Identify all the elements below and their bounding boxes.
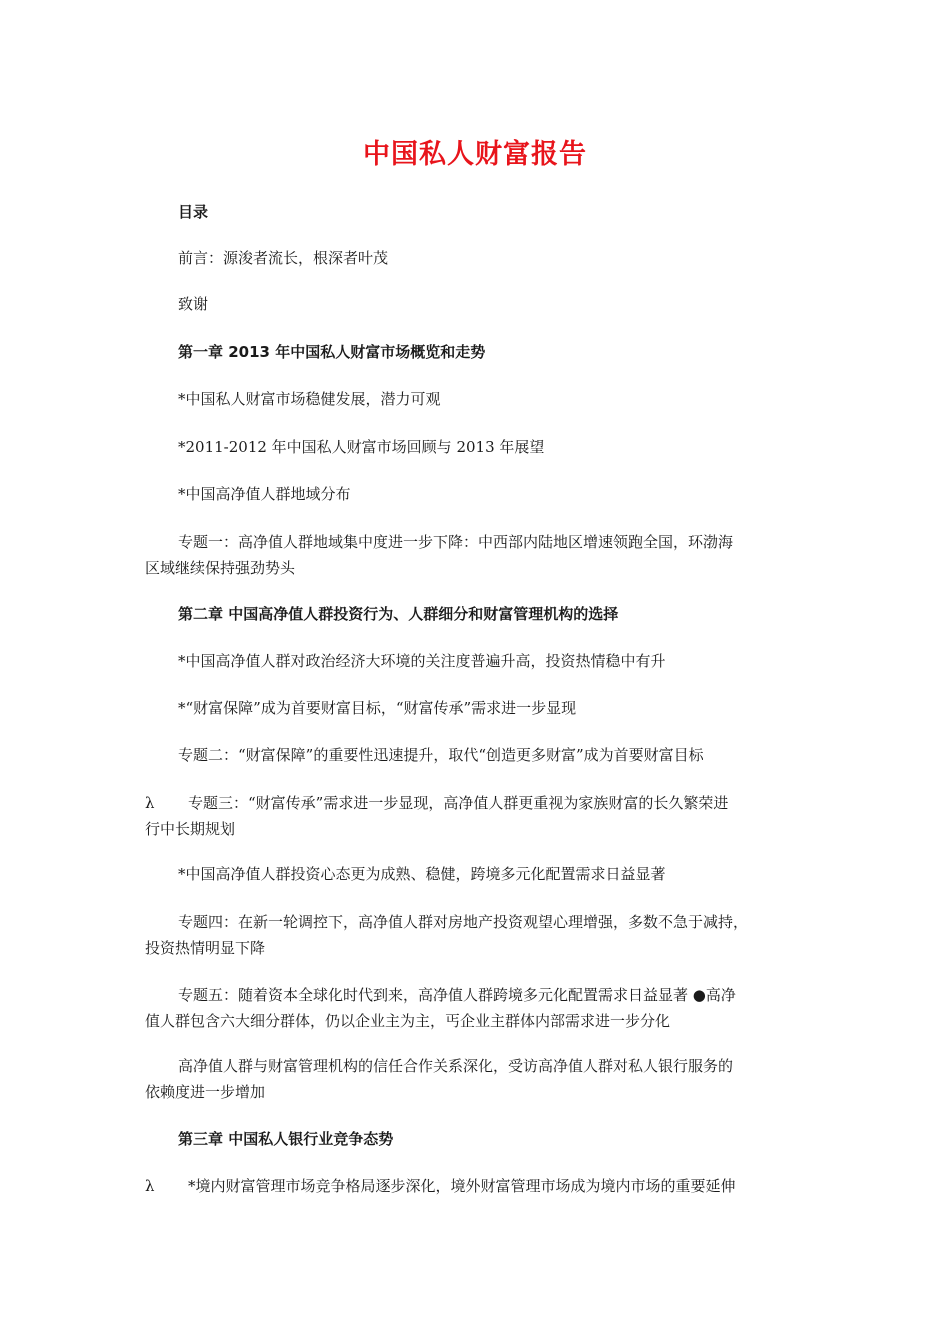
chapter-1-item: *2011-2012 年中国私人财富市场回顾与 2013 年展望 <box>178 438 545 456</box>
chapter-1-topic-line: 区域继续保持强劲势头 <box>145 559 296 577</box>
chapter-1-heading: 第一章 2013 年中国私人财富市场概览和走势 <box>178 343 486 361</box>
toc-item-thanks: 致谢 <box>178 295 209 313</box>
chapter-2-topic-line: 专题四：在新一轮调控下，高净值人群对房地产投资观望心理增强，多数不急于减持， <box>178 913 749 931</box>
chapter-1-item: *中国高净值人群地域分布 <box>178 485 351 503</box>
chapter-2-item: *“财富保障”成为首要财富目标，“财富传承”需求进一步显现 <box>178 699 577 717</box>
chapter-2-topic-line: 投资热情明显下降 <box>145 939 266 957</box>
chapter-2-heading: 第二章 中国高净值人群投资行为、人群细分和财富管理机构的选择 <box>178 605 619 623</box>
chapter-2-topic: 专题二：“财富保障”的重要性迅速提升，取代“创造更多财富”成为首要财富目标 <box>178 746 704 764</box>
chapter-2-topic-line: 专题五：随着资本全球化时代到来，高净值人群跨境多元化配置需求日益显著 ●高净 <box>178 986 736 1004</box>
chapter-1-topic-line: 专题一：高净值人群地域集中度进一步下降：中西部内陆地区增速领跑全国，环渤海 <box>178 533 734 551</box>
chapter-3-heading: 第三章 中国私人银行业竞争态势 <box>178 1130 394 1148</box>
bullet-marker: λ <box>145 1177 155 1195</box>
chapter-3-item: *境内财富管理市场竞争格局逐步深化，境外财富管理市场成为境内市场的重要延伸 <box>188 1177 736 1195</box>
document-title: 中国私人财富报告 <box>363 139 587 170</box>
chapter-1-item: *中国私人财富市场稳健发展，潜力可观 <box>178 390 441 408</box>
toc-heading: 目录 <box>178 203 209 221</box>
bullet-marker: λ <box>145 794 155 812</box>
chapter-2-item: *中国高净值人群对政治经济大环境的关注度普遍升高，投资热情稳中有升 <box>178 652 666 670</box>
chapter-2-item: *中国高净值人群投资心态更为成熟、稳健，跨境多元化配置需求日益显著 <box>178 865 666 883</box>
chapter-2-paragraph-line: 依赖度进一步增加 <box>145 1083 266 1101</box>
chapter-2-topic-line: 值人群包含六大细分群体，仍以企业主为主，丐企业主群体内部需求进一步分化 <box>145 1012 671 1030</box>
chapter-2-topic-line: 行中长期规划 <box>145 820 236 838</box>
toc-item-preface: 前言：源浚者流长，根深者叶茂 <box>178 249 389 267</box>
chapter-2-topic-line: 专题三：“财富传承”需求进一步显现，高净值人群更重视为家族财富的长久繁荣进 <box>188 794 729 812</box>
chapter-2-paragraph-line: 高净值人群与财富管理机构的信任合作关系深化，受访高净值人群对私人银行服务的 <box>178 1057 734 1075</box>
